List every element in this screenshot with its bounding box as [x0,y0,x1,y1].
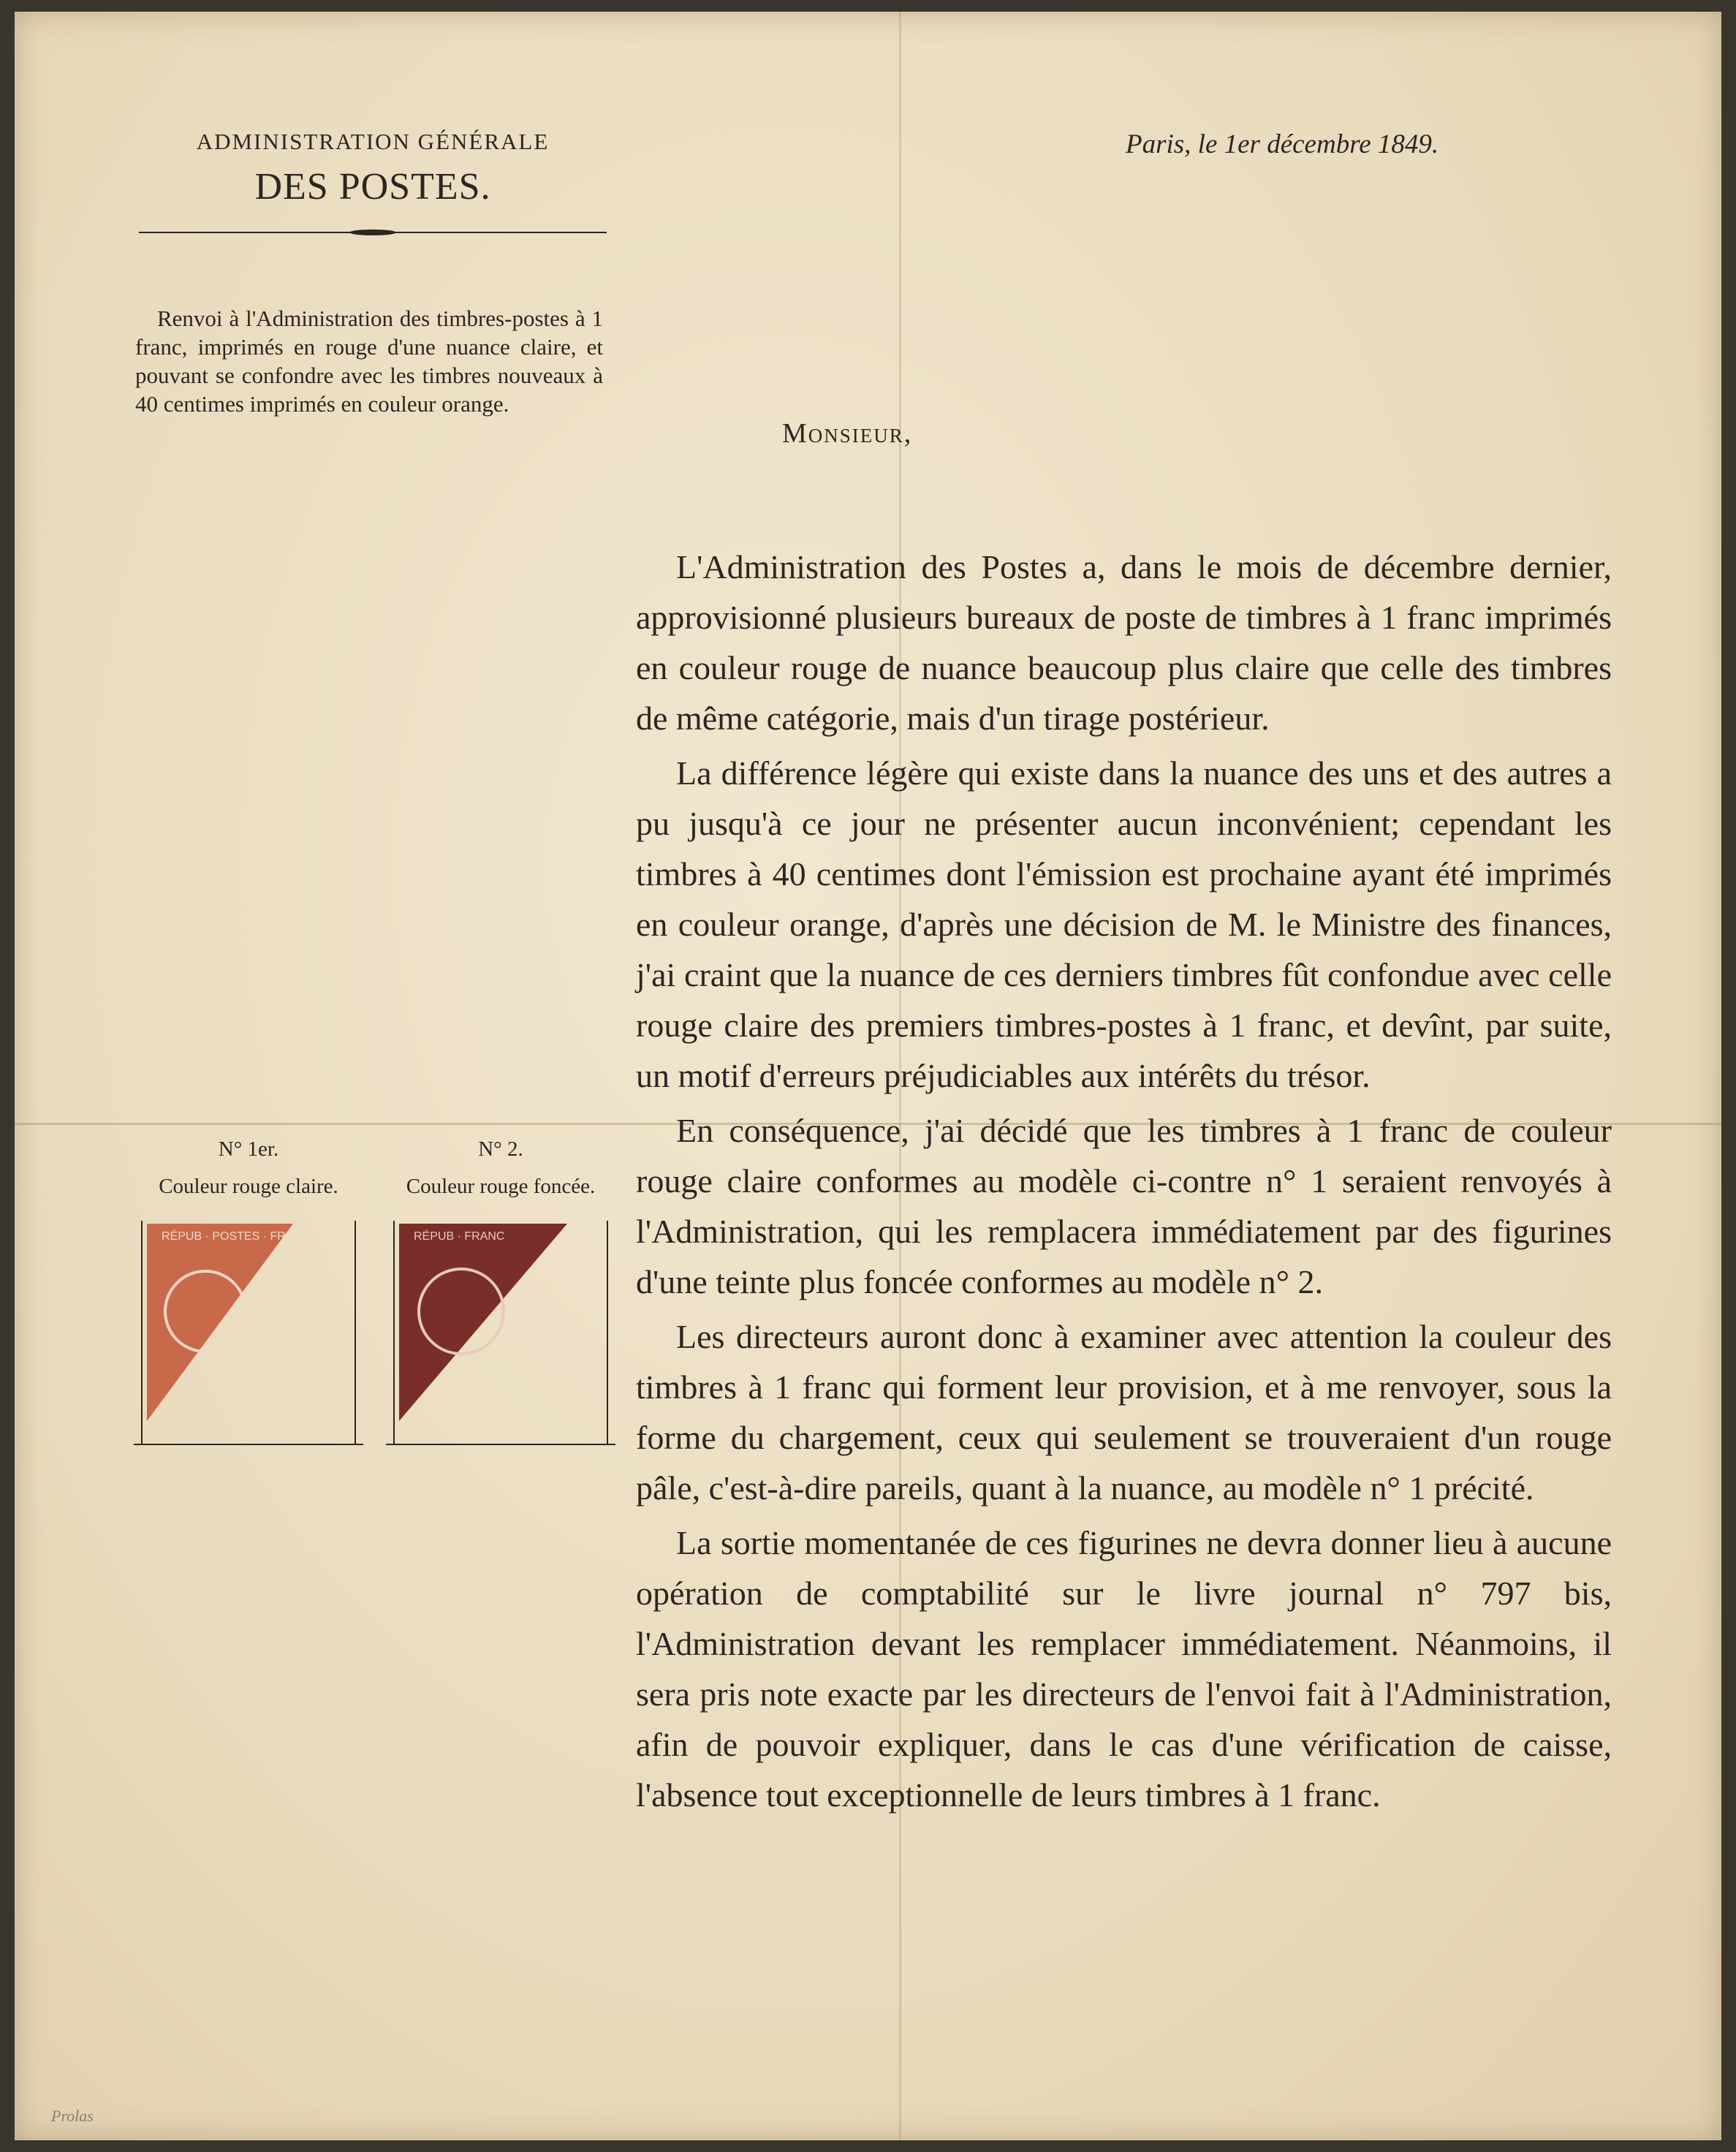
specimen-2 [384,1137,618,1445]
body-paragraph: Les directeurs auront donc à examiner avec attention la couleur des timbres à 1 franc qui forment leur provision, et à me renvoyer, sous la forme du chargement, ceux qui seulement se trouveraient d'un rouge pâle, c'est-à-dire pareils, quant à la nuance, au modèle n° 1 précité. [636,1318,1612,1507]
body-paragraph: L'Administration des Postes a, dans le mois de décembre dernier, approvisionné plusieurs bureaux de poste de timbres à 1 franc imprimés en couleur rouge de nuance beaucoup plus claire que celle des timbres de même catégorie, mais d'un tirage postérieur. [636,548,1612,737]
letterhead-rule [139,229,607,236]
bisected-stamp-light-red [147,1224,350,1436]
specimen-number: N° 1er. [218,1137,279,1161]
stamp-legend: RÉPUB · POSTES · FR [162,1230,286,1243]
specimen-frame [141,1221,356,1445]
specimen-1 [132,1137,365,1445]
stamp-legend: RÉPUB · FRANC [414,1230,505,1243]
letter-sheet [15,12,1721,2140]
letterhead-line1: ADMINISTRATION GÉNÉRALE [196,129,550,154]
letterhead [132,129,614,236]
letter-date: Paris, le 1er décembre 1849. [1126,129,1439,159]
specimen-number: N° 2. [478,1137,523,1161]
body-paragraph: La sortie momentanée de ces figurines ne devra donner lieu à aucune opération de comptabilité sur le livre journal n° 797 bis, l'Administration devant les remplacer immédiatement. Néanmoins, il sera pris note exacte par les directeurs de l'envoi fait à l'Administration, afin de pouvoir expliquer, dans le cas d'une vérification de caisse, l'absence tout exceptionnelle de leurs timbres à 1 franc. [636,1524,1612,1814]
stamp-half-shape [147,1224,293,1421]
specimen-frame [393,1221,608,1445]
stamp-half-shape [399,1224,567,1421]
body-paragraph: En conséquence, j'ai décidé que les timbres à 1 franc de couleur rouge claire conformes au modèle ci-contre n° 1 seraient renvoyés à l'Administration, qui les remplacera immédiatement par des figurines d'une teinte plus foncée conformes au modèle n° 2. [636,1112,1612,1300]
bisected-stamp-dark-red [399,1224,602,1436]
letter-body [636,542,1612,1825]
specimen-caption: Couleur rouge foncée. [406,1175,596,1198]
specimen-caption: Couleur rouge claire. [159,1175,338,1198]
salutation: Monsieur, [782,418,913,449]
body-paragraph: La différence légère qui existe dans la nuance des uns et des autres a pu jusqu'à ce jour ne présenter aucun inconvénient; cependant les timbres à 40 centimes dont l'émission est prochaine ayant été imprimés en couleur orange, d'après une décision de M. le Ministre des finances, j'ai craint que la nuance de ces derniers timbres fût confondue avec celle rouge claire des premiers timbres-postes à 1 franc, et devînt, par suite, un motif d'erreurs préjudiciables aux intérêts du trésor. [636,754,1612,1094]
letterhead-line2: DES POSTES. [254,166,491,208]
pencil-annotation: Prolas [51,2107,94,2125]
margin-note: Renvoi à l'Administration des timbres-postes à 1 franc, imprimés en rouge d'une nuance claire, et pouvant se confondre avec les timbres nouveaux à 40 centimes imprimés en couleur orange. [135,306,603,417]
